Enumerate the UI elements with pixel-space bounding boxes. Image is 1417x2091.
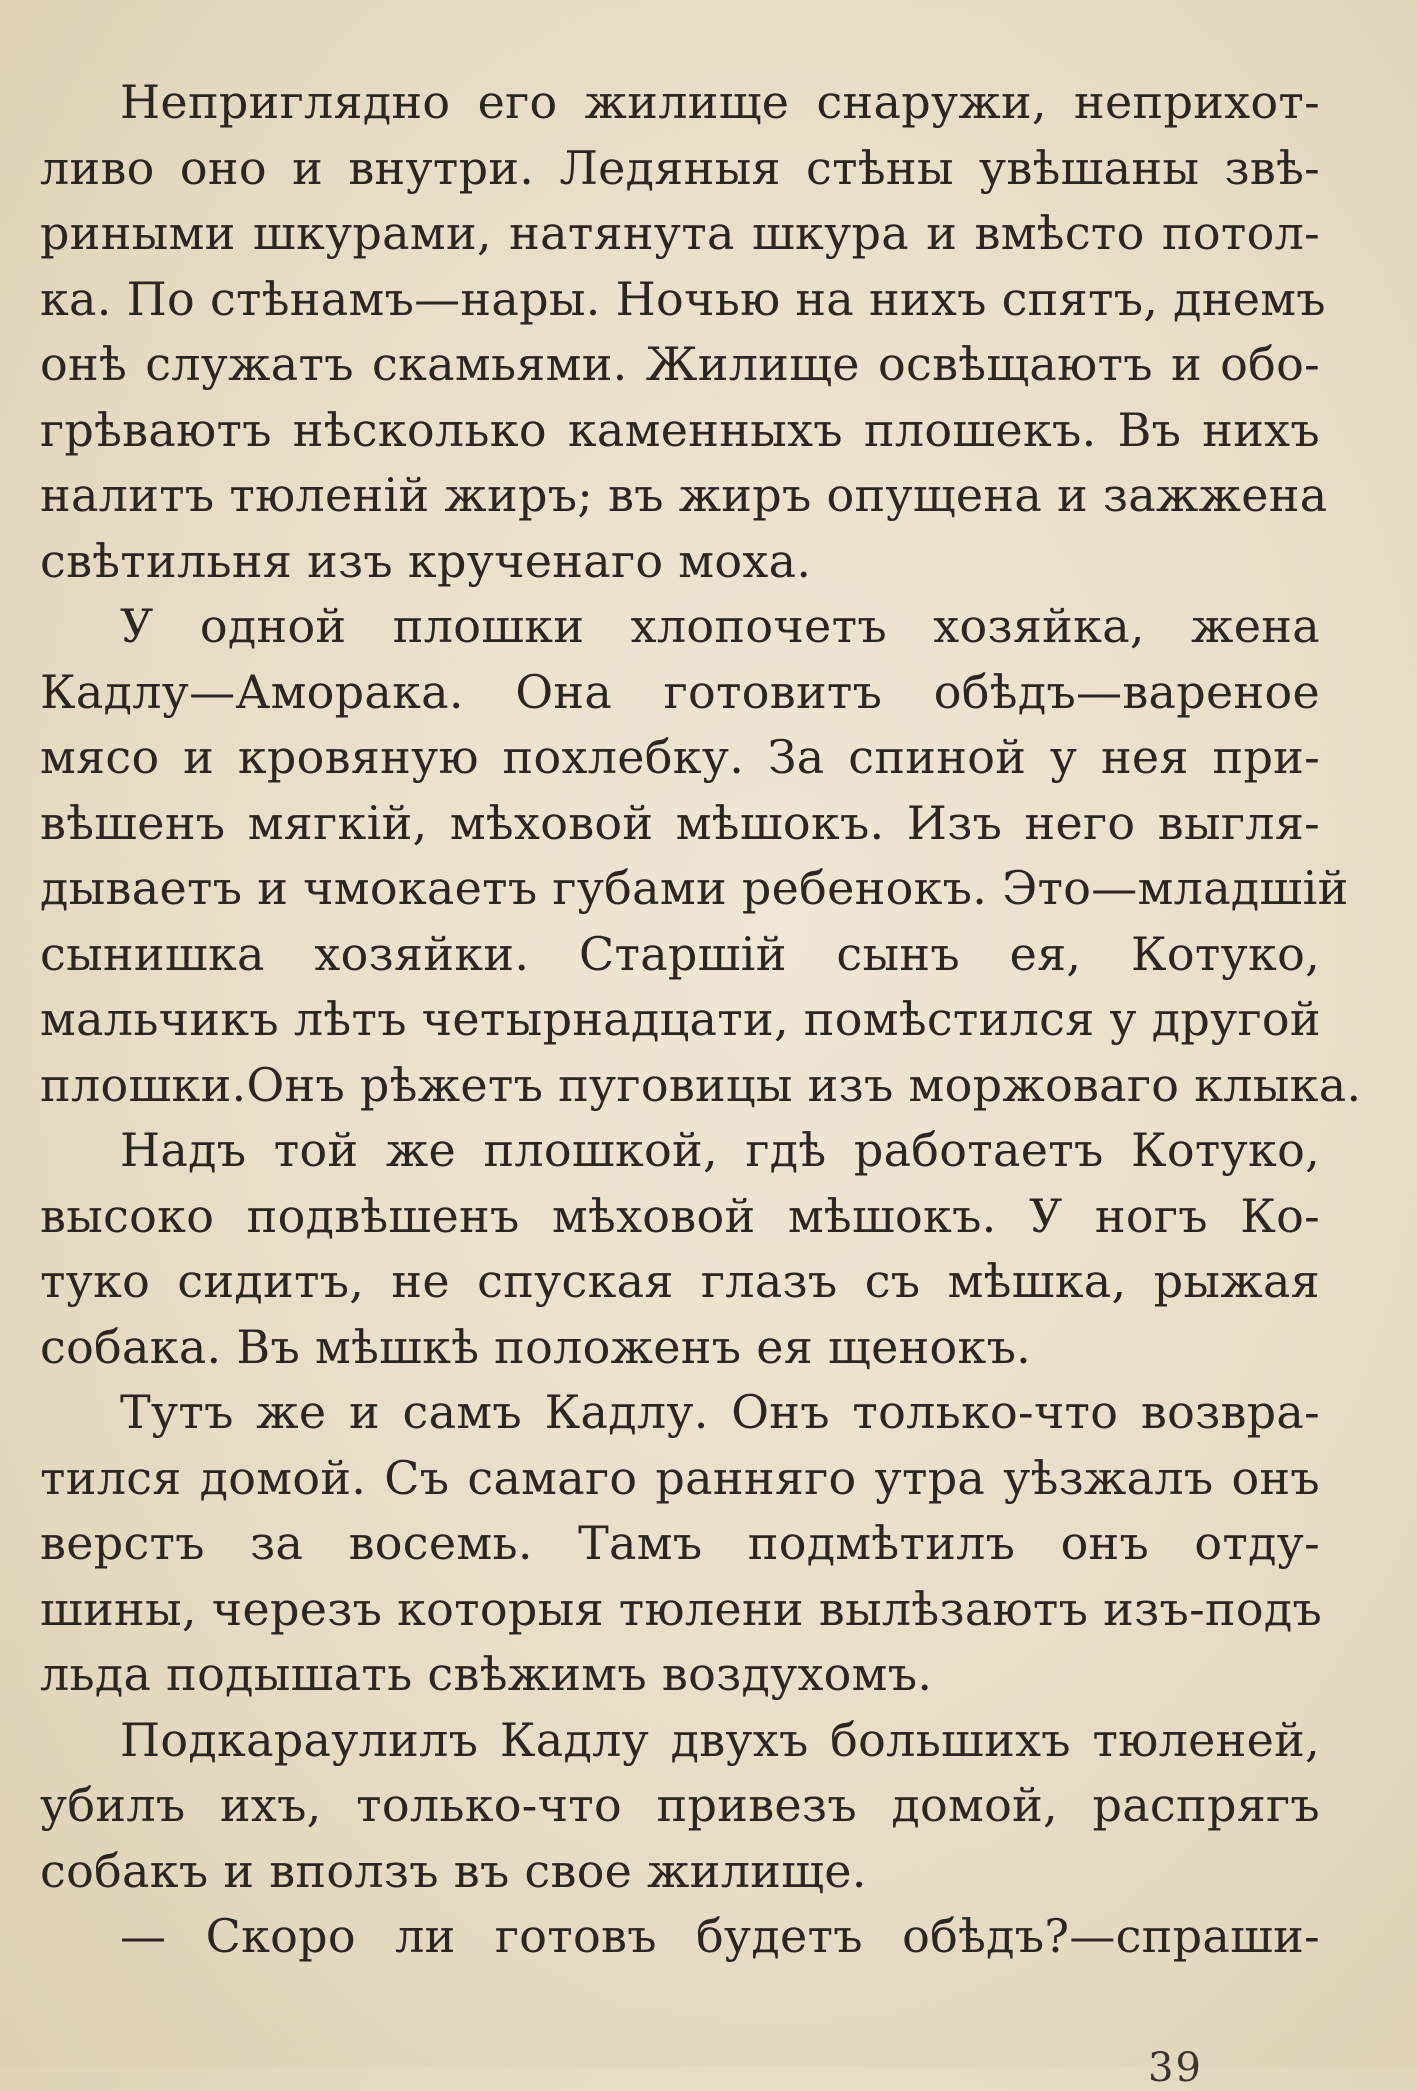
- text-line: грѣваютъ нѣсколько каменныхъ плошекъ. Въ нихъ: [40, 402, 1320, 457]
- text-line: У одной плошки хлопочетъ хозяйка, жена: [120, 599, 1320, 653]
- paragraph-3: [40, 1118, 1320, 1380]
- text-line: Кадлу—Аморака. Она готовитъ обѣдъ—вареное: [40, 664, 1320, 719]
- text-line: тился домой. Съ самаго ранняго утра уѣзжалъ онъ: [40, 1450, 1320, 1505]
- paragraph-5: [40, 1708, 1320, 1905]
- text-line: ливо оно и внутри. Ледяныя стѣны увѣшаны звѣ-: [40, 140, 1320, 195]
- text-line: онѣ служатъ скамьями. Жилище освѣщаютъ и обо-: [40, 337, 1320, 391]
- text-line: собакъ и вползъ въ свое жилище.: [40, 1843, 867, 1898]
- text-line: налитъ тюленій жиръ; въ жиръ опущена и зажжена: [40, 468, 1328, 522]
- text-line: вѣшенъ мягкій, мѣховой мѣшокъ. Изъ него выгля-: [40, 795, 1320, 850]
- page-body-text: [40, 70, 1362, 1970]
- text-line: высоко подвѣшенъ мѣховой мѣшокъ. У ногъ Ко-: [40, 1188, 1320, 1243]
- text-line: верстъ за восемь. Тамъ подмѣтилъ онъ отду-: [40, 1516, 1320, 1570]
- paragraph-4: [40, 1380, 1323, 1708]
- text-line: собака. Въ мѣшкѣ положенъ ея щенокъ.: [40, 1319, 1032, 1374]
- text-line: мясо и кровяную похлебку. За спиной у нея при-: [40, 730, 1320, 784]
- text-line: — Скоро ли готовъ будетъ обѣдъ?—спраши-: [120, 1909, 1320, 1963]
- text-line: убилъ ихъ, только-что привезъ домой, распрягъ: [40, 1778, 1320, 1832]
- text-line: Тутъ же и самъ Кадлу. Онъ только-что возвра-: [120, 1385, 1320, 1439]
- text-line: плошки.Онъ рѣжетъ пуговицы изъ моржоваго клыка.: [40, 1057, 1362, 1112]
- text-line: дываетъ и чмокаетъ губами ребенокъ. Это—младшій: [40, 861, 1349, 915]
- paragraph-1: [40, 70, 1328, 594]
- text-line: свѣтильня изъ крученаго моха.: [40, 533, 812, 588]
- text-line: ка. По стѣнамъ—нары. Ночью на нихъ спятъ, днемъ: [40, 271, 1326, 326]
- text-line: Неприглядно его жилище снаружи, неприхот-: [120, 75, 1320, 129]
- page-number: 39: [1148, 2045, 1203, 2091]
- text-line: льда подышать свѣжимъ воздухомъ.: [40, 1647, 933, 1701]
- text-line: Подкараулилъ Кадлу двухъ большихъ тюленей,: [120, 1712, 1320, 1767]
- book-page: [40, 70, 1362, 2091]
- text-line: туко сидитъ, не спуская глазъ съ мѣшка, рыжая: [40, 1254, 1320, 1308]
- text-line: риными шкурами, натянута шкура и вмѣсто потол-: [40, 206, 1320, 260]
- paragraph-2: [40, 594, 1362, 1118]
- text-line: шины, черезъ которыя тюлени вылѣзаютъ изъ-подъ: [40, 1581, 1323, 1636]
- text-line: сынишка хозяйки. Старшій сынъ ея, Котуко,: [40, 926, 1320, 981]
- text-line: Надъ той же плошкой, гдѣ работаетъ Котуко,: [120, 1123, 1320, 1177]
- paragraph-6: [40, 1904, 1320, 1970]
- text-line: мальчикъ лѣтъ четырнадцати, помѣстился у другой: [40, 992, 1321, 1046]
